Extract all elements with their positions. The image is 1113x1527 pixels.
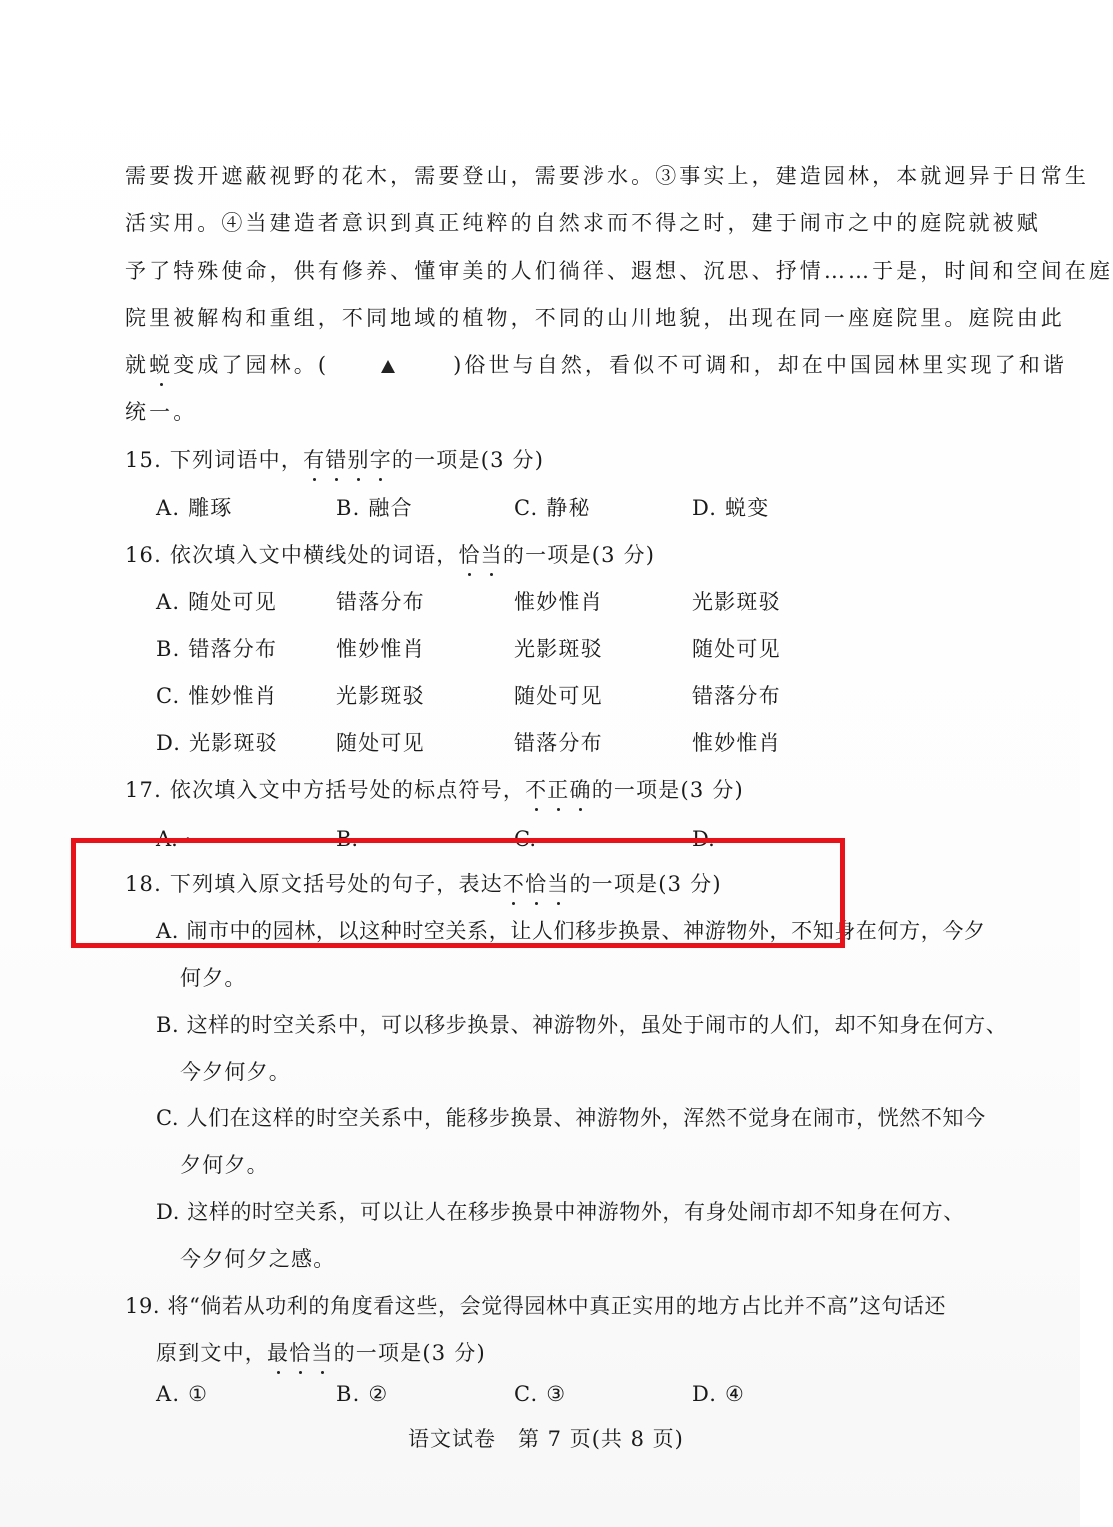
question-17-post: 的一项是(3 分) [591,778,744,802]
question-16-pre: 16. 依次填入文中横线处的词语， [125,543,459,567]
q15-option-d: D. 蜕变 [692,496,770,520]
passage-line-5-mid: 变成了园林。( [173,353,330,377]
q18-option-a-line1: A. 闹市中的园林，以这种时空关系，让人们移步换景、神游物外，不知身在何方，今夕 [156,919,986,943]
q16-option-c-3: 随处可见 [514,684,603,708]
q16-option-a-3: 惟妙惟肖 [514,590,603,614]
passage-line-1: 需要拨开遮蔽视野的花木，需要登山，需要涉水。③事实上，建造园林，本就迥异于日常生 [125,164,1089,188]
passage-line-6: 统一。 [125,400,198,424]
q16-option-d-2: 随处可见 [336,731,425,755]
question-17 [125,774,744,804]
emphasis-char: 当 [311,1337,333,1367]
emphasis-char: 有 [303,444,325,474]
q18-option-d-line2: 今夕何夕之感。 [180,1247,336,1271]
q16-option-b-2: 惟妙惟肖 [336,637,425,661]
q19-option-c: C. ③ [514,1382,567,1406]
q18-option-d-line1: D. 这样的时空关系，可以让人在移步换景中神游物外，有身处闹市却不知身在何方、 [156,1200,965,1224]
passage-line-5 [125,349,1067,379]
q18-option-c-line1: C. 人们在这样的时空关系中，能移步换景、神游物外，浑然不觉身在闹市，恍然不知今 [156,1106,986,1130]
q17-option-c-cut: C. [514,827,536,851]
question-16 [125,539,655,569]
q16-option-b-1: B. 错落分布 [156,637,278,661]
q16-option-a-4: 光影斑驳 [692,590,781,614]
q18-option-a-line2: 何夕。 [180,966,247,990]
question-15-pre: 15. 下列词语中， [125,448,304,472]
question-19-pre: 原到文中， [156,1341,267,1365]
q16-option-c-2: 光影斑驳 [336,684,425,708]
emphasis-char: 恰 [289,1337,311,1367]
emphasis-char: 错 [325,444,347,474]
q15-option-b: B. 融合 [336,496,413,520]
q18-option-c-line2: 夕何夕。 [180,1153,269,1177]
q15-option-a: A. 雕琢 [156,496,233,520]
q19-option-a: A. ① [156,1382,209,1406]
q16-option-a-1: A. 随处可见 [156,590,277,614]
question-15 [125,444,544,474]
blank-triangle-icon [381,360,395,373]
question-17-pre: 17. 依次填入文中方括号处的标点符号， [125,778,526,802]
q18-option-b-line2: 今夕何夕。 [180,1060,291,1084]
emphasis-char: 字 [370,444,392,474]
passage-line-3: 予了特殊使命，供有修养、懂审美的人们徜徉、遐想、沉思、抒情……于是，时间和空间在庭 [125,259,1113,283]
emphasis-char: 确 [569,774,591,804]
q17-option-b-cut: B. [336,827,359,851]
q16-option-b-4: 随处可见 [692,637,781,661]
question-18-pre: 18. 下列填入原文括号处的句子，表达 [125,872,503,896]
question-19-line2 [156,1337,486,1367]
emphasis-char: 当 [547,868,569,898]
q19-option-b: B. ② [336,1382,389,1406]
passage-line-5-post: )俗世与自然，看似不可调和，却在中国园林里实现了和谐 [453,353,1067,377]
emphasis-char: 恰 [525,868,547,898]
question-19-post: 的一项是(3 分) [333,1341,486,1365]
emphasis-char: 最 [267,1337,289,1367]
q16-option-b-3: 光影斑驳 [514,637,603,661]
passage-line-5-pre: 就 [125,353,150,377]
emphasis-char: 当 [481,539,503,569]
question-18-post: 的一项是(3 分) [569,872,722,896]
question-15-post: 的一项是(3 分) [391,448,545,472]
q16-option-c-4: 错落分布 [692,684,781,708]
emphasis-char: 恰 [458,539,480,569]
q15-option-c: C. 静秘 [514,496,591,520]
passage-line-2: 活实用。④当建造者意识到真正纯粹的自然求而不得之时，建于闹市之中的庭院就被赋 [125,211,1041,235]
q16-option-a-2: 错落分布 [336,590,425,614]
emphasis-char: 正 [547,774,569,804]
q17-option-d-cut: D. [692,827,715,851]
q17-option-a-cut: A. · [156,827,192,851]
q16-option-d-3: 错落分布 [514,731,603,755]
q16-option-d-4: 惟妙惟肖 [692,731,781,755]
page-footer: 语文试卷 第 7 页(共 8 页) [408,1427,684,1451]
emphasis-char: 别 [347,444,369,474]
q18-option-b-line1: B. 这样的时空关系中，可以移步换景、神游物外，虽处于闹市的人们，却不知身在何方、 [156,1013,1008,1037]
question-19-line1: 19. 将“倘若从功利的角度看这些，会觉得园林中真正实用的地方占比并不高”这句话还 [125,1294,947,1318]
highlight-annotation-box [71,838,845,948]
passage-line-4: 院里被解构和重组，不同地域的植物，不同的山川地貌，出现在同一座庭院里。庭院由此 [125,306,1065,330]
q16-option-d-1: D. 光影斑驳 [156,731,278,755]
q16-option-c-1: C. 惟妙惟肖 [156,684,278,708]
emphasis-char: 蜕 [149,349,173,379]
emphasis-char: 不 [525,774,547,804]
emphasis-char: 不 [503,868,525,898]
question-16-post: 的一项是(3 分) [502,543,656,567]
q19-option-d: D. ④ [692,1382,746,1406]
